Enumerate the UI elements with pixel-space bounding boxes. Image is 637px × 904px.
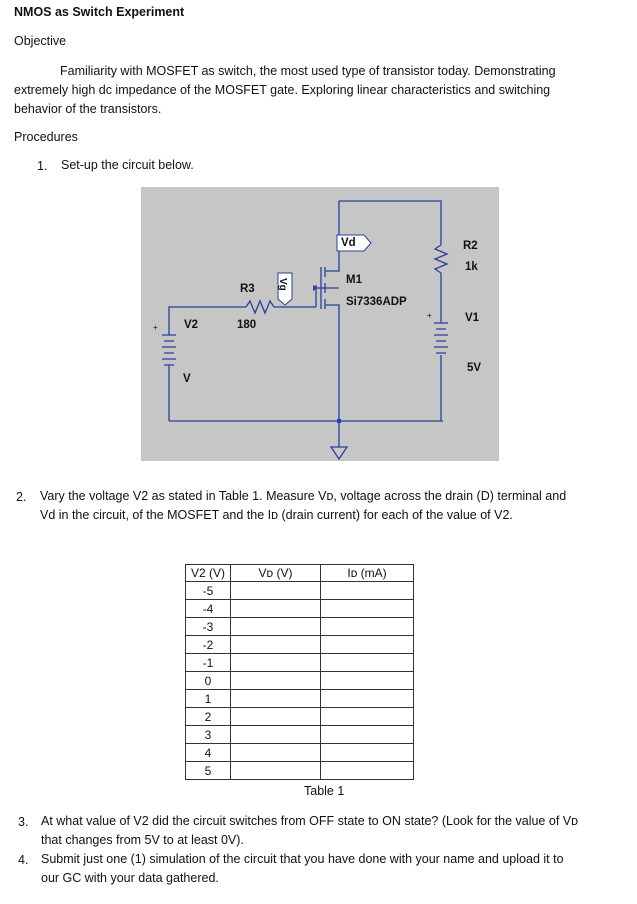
v2-cell: -5 [186, 582, 231, 600]
table-row [186, 726, 414, 744]
r3-label: R3 [240, 283, 255, 295]
vd-cell[interactable] [231, 582, 321, 600]
measurement-table [185, 564, 414, 780]
v2-cell: -3 [186, 618, 231, 636]
step-line: our GC with your data gathered. [41, 871, 219, 885]
vd-cell[interactable] [231, 672, 321, 690]
vd-cell[interactable] [231, 654, 321, 672]
step-line: Submit just one (1) simulation of the circuit that you have done with your name and upload it to [41, 852, 564, 866]
r2-resistor [435, 245, 447, 273]
v2-label: V2 [184, 319, 199, 331]
source-lead [325, 305, 339, 421]
table-row [186, 708, 414, 726]
v2-cell: -4 [186, 600, 231, 618]
ground-symbol [331, 447, 347, 459]
step-line: Vary the voltage V2 as stated in Table 1. Measure Vᴅ, voltage across the drain (D) terminal and [40, 489, 567, 503]
v1-label: V1 [465, 312, 480, 324]
step-number: 4. [18, 853, 29, 867]
vg-text: Vg [277, 278, 288, 291]
objective-heading: Objective [14, 34, 67, 48]
wire-v2-top [169, 307, 246, 335]
step-number: 3. [18, 815, 29, 829]
v2-cell: 4 [186, 744, 231, 762]
step-text [41, 850, 564, 888]
id-cell[interactable] [321, 582, 414, 600]
vd-label: Vd [341, 237, 356, 249]
header-v2: V2 (V) [186, 565, 231, 582]
id-cell[interactable] [321, 600, 414, 618]
header-id: Iᴅ (mA) [321, 565, 414, 582]
step-text [40, 487, 566, 525]
id-cell[interactable] [321, 744, 414, 762]
objective-line: Familiarity with MOSFET as switch, the most used type of transistor today. Demonstrating [60, 64, 556, 78]
id-cell[interactable] [321, 672, 414, 690]
m1-label: M1 [346, 274, 362, 286]
table-caption: Table 1 [304, 784, 345, 798]
v1-battery [434, 323, 448, 353]
procedures-heading: Procedures [14, 130, 78, 144]
id-cell[interactable] [321, 618, 414, 636]
id-cell[interactable] [321, 726, 414, 744]
step-number: 1. [37, 159, 48, 173]
objective-line: behavior of the transistors. [14, 102, 162, 116]
id-cell[interactable] [321, 636, 414, 654]
step-line: At what value of V2 did the circuit switches from OFF state to ON state? (Look for the value of Vᴅ [41, 814, 578, 828]
vd-cell[interactable] [231, 744, 321, 762]
r2-value: 1k [465, 261, 478, 273]
vd-cell[interactable] [231, 636, 321, 654]
step-text: Set-up the circuit below. [61, 158, 194, 172]
v2-cell: -1 [186, 654, 231, 672]
m1-part: Si7336ADP [346, 296, 407, 308]
junction-dot [337, 419, 341, 423]
table-row [186, 690, 414, 708]
v1-value: 5V [467, 362, 482, 374]
vd-cell[interactable] [231, 762, 321, 780]
vd-cell[interactable] [231, 618, 321, 636]
step-text [41, 812, 578, 850]
vd-cell[interactable] [231, 726, 321, 744]
id-cell[interactable] [321, 654, 414, 672]
table-row [186, 654, 414, 672]
v1-plus: + [427, 311, 432, 320]
id-cell[interactable] [321, 762, 414, 780]
vd-cell[interactable] [231, 708, 321, 726]
v2-cell: 0 [186, 672, 231, 690]
table-row [186, 618, 414, 636]
v2-plus: + [153, 323, 158, 332]
table-row [186, 600, 414, 618]
v2-cell: -2 [186, 636, 231, 654]
table-header-row [186, 565, 414, 582]
page-title: NMOS as Switch Experiment [14, 5, 185, 19]
id-cell[interactable] [321, 690, 414, 708]
v2-cell: 1 [186, 690, 231, 708]
v2-cell: 2 [186, 708, 231, 726]
r2-label: R2 [463, 240, 478, 252]
table-row [186, 636, 414, 654]
table-row [186, 762, 414, 780]
step-line: Vd in the circuit, of the MOSFET and the Iᴅ (drain current) for each of the value of V2. [40, 508, 513, 522]
r3-resistor [246, 301, 274, 313]
circuit-diagram [141, 187, 499, 461]
v2-value: V [183, 373, 191, 385]
r3-value: 180 [237, 319, 257, 331]
v2-cell: 3 [186, 726, 231, 744]
table-row [186, 744, 414, 762]
v2-battery [162, 335, 176, 365]
vd-cell[interactable] [231, 690, 321, 708]
objective-line: extremely high dc impedance of the MOSFET gate. Exploring linear characteristics and switching [14, 83, 551, 97]
table-row [186, 582, 414, 600]
table-row [186, 672, 414, 690]
header-vd: Vᴅ (V) [231, 565, 321, 582]
v2-cell: 5 [186, 762, 231, 780]
step-line: that changes from 5V to at least 0V). [41, 833, 244, 847]
id-cell[interactable] [321, 708, 414, 726]
vd-cell[interactable] [231, 600, 321, 618]
objective-paragraph [14, 62, 614, 119]
step-number: 2. [16, 490, 27, 504]
